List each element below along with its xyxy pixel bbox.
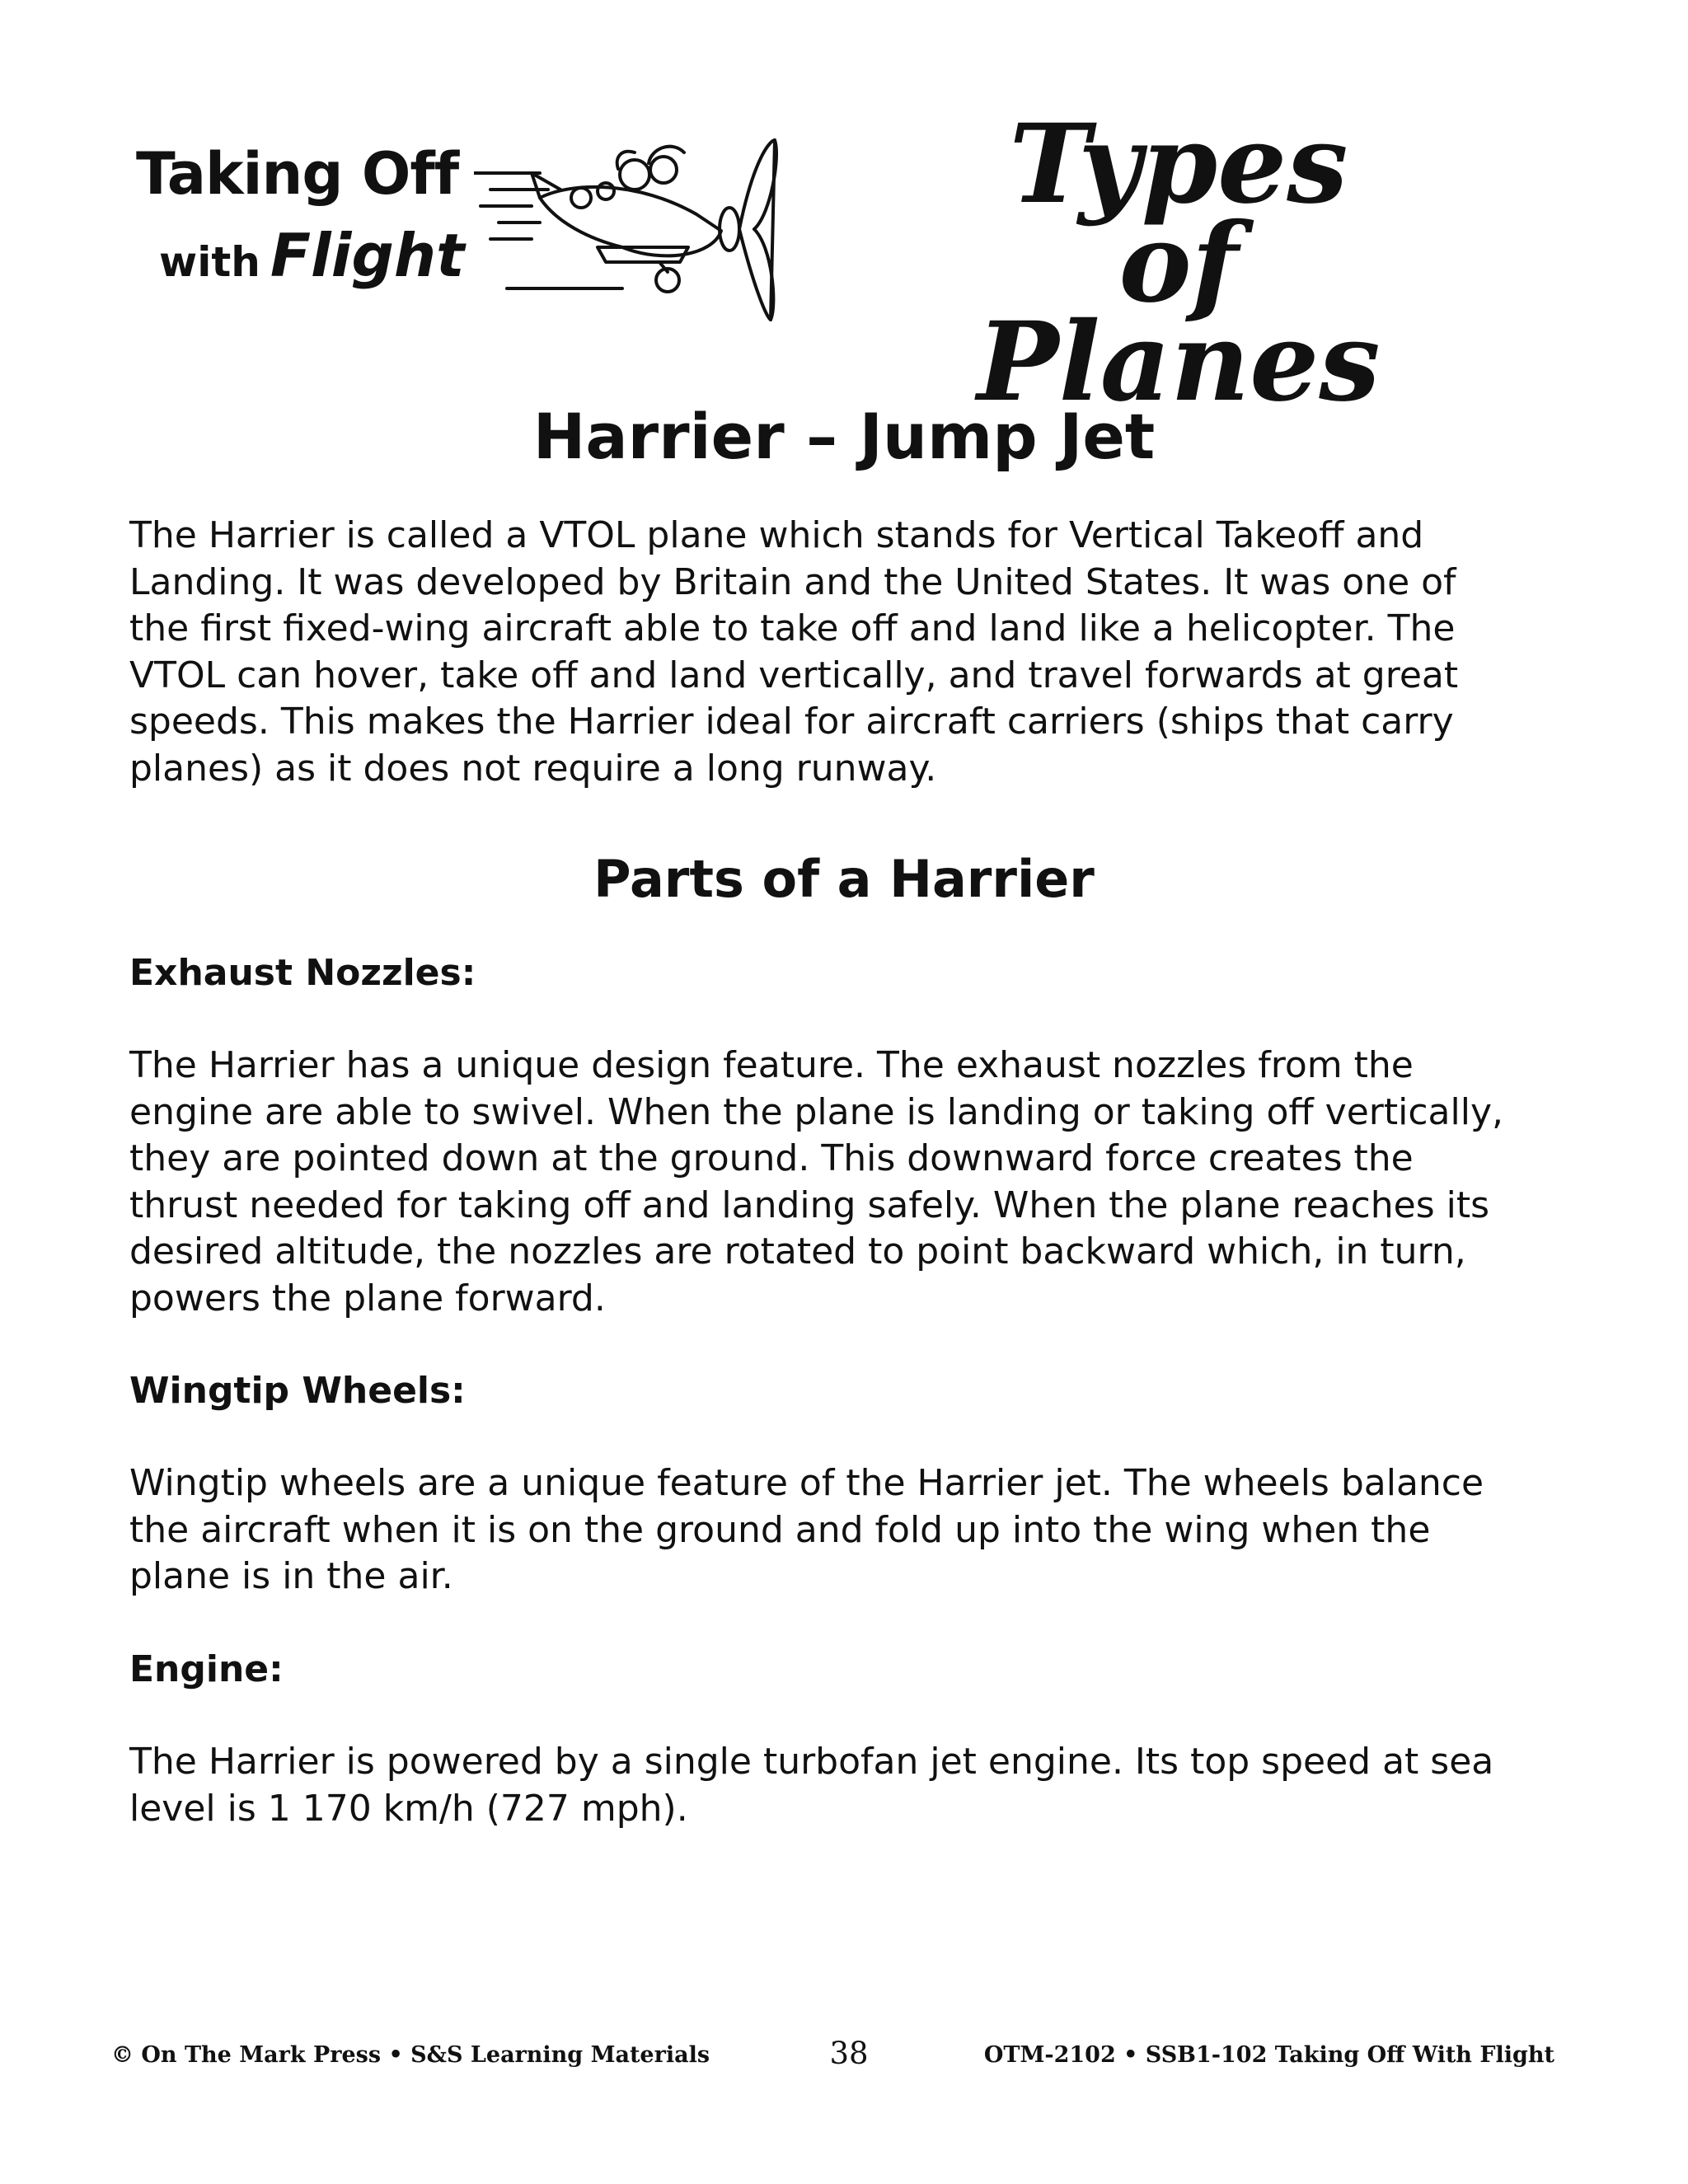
page-title-line2: Planes [977, 298, 1381, 426]
logo-title: Taking Off [136, 140, 459, 208]
logo-flight-text: Flight [270, 221, 465, 290]
parts-heading: Parts of a Harrier [593, 849, 1095, 909]
part-label-exhaust-nozzles: Exhaust Nozzles: [129, 952, 476, 994]
footer-product-code: OTM-2102 • SSB1-102 Taking Off With Flight [983, 2042, 1554, 2068]
intro-paragraph: The Harrier is called a VTOL plane which stands for Vertical Takeoff and Landing. It was developed by Britain and the United States. It was one of the first fixed-wing aircraft able to take off and land like a helicopter. The VTOL can hover, take off and land vertically, and travel forwards at great speeds. This makes the Harrier ideal for aircraft carriers (ships that carry planes) as it does not require a long runway. [129, 514, 1459, 790]
series-logo [136, 124, 795, 321]
biplane-illustration [474, 124, 795, 321]
part-text-exhaust-nozzles: The Harrier has a unique design feature. The exhaust nozzles from the engine are able to swivel. When the plane is landing or taking off vertically, they are pointed down at the ground. This downward force creates the thrust needed for taking off and landing safely. When the plane reaches its desired altitude, the nozzles are rotated to point backward which, in turn, powers the plane forward. [129, 1044, 1503, 1319]
part-text-wingtip-wheels: Wingtip wheels are a unique feature of the Harrier jet. The wheels balance the aircraft when it is on the ground and fold up into the wing when the plane is in the air. [129, 1462, 1484, 1597]
page-title [931, 101, 1426, 426]
part-label-engine: Engine: [129, 1648, 284, 1690]
logo-subtitle [159, 221, 465, 290]
footer-copyright: © On The Mark Press • S&S Learning Materials [111, 2042, 710, 2068]
page-number: 38 [829, 2036, 869, 2071]
logo-with-text: with [159, 238, 260, 286]
page-title-line1: Types of [1009, 101, 1348, 327]
part-label-wingtip-wheels: Wingtip Wheels: [129, 1370, 466, 1412]
section-heading: Harrier – Jump Jet [532, 400, 1156, 473]
part-text-engine: The Harrier is powered by a single turbofan jet engine. Its top speed at sea level is 1 170 km/h (727 mph). [129, 1741, 1494, 1830]
